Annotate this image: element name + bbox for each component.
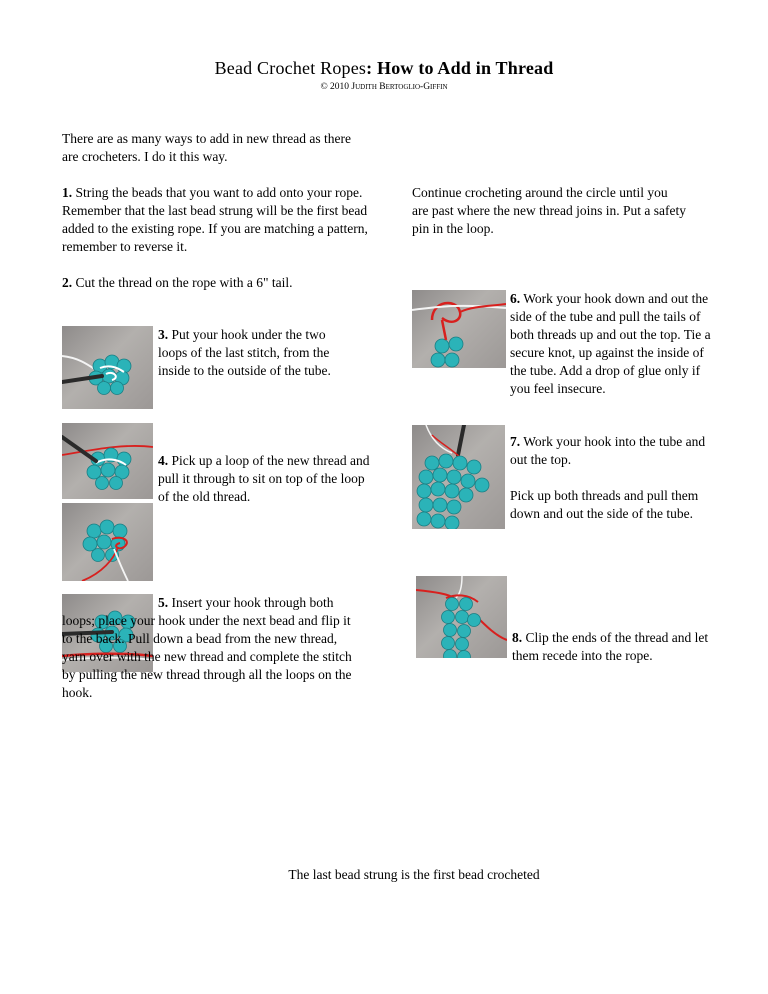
step-text: Insert your hook through both loops; place your hook under the next bead and flip it to the back. Pull down a bead from the new thread, yarn over with the new thread and complete the stitch by pulling the new thread through all the loops on the hook. <box>62 595 352 700</box>
photo-step-4a <box>62 423 153 499</box>
step-number: 3. <box>158 327 169 342</box>
step-3 <box>158 326 358 380</box>
copyright: © 2010 Judith Bertoglio-Giffin <box>320 82 448 92</box>
step-number: 7. <box>510 434 521 449</box>
continue-text: Continue crocheting around the circle until you are past where the new thread joins in. Put a safety pin in the loop. <box>412 185 687 236</box>
step-4 <box>158 452 373 506</box>
step-text: Work your hook down and out the side of the tube and pull the tails of both threads up and out the top. Tie a secure knot, up against the inside of the tube. Add a drop of glue only if you feel insecure. <box>510 291 711 396</box>
page-title <box>0 58 768 79</box>
step-7-extra: Pick up both threads and pull them down and out the side of the tube. <box>510 488 699 521</box>
title-plain: Bead Crochet Ropes <box>214 58 367 78</box>
step-number: 6. <box>510 291 521 306</box>
step-number: 5. <box>158 595 169 610</box>
photo-step-8 <box>416 576 507 658</box>
photo-step-7 <box>412 425 505 529</box>
photo-step-6 <box>412 290 506 368</box>
step-5 <box>62 594 362 702</box>
step-6 <box>510 290 720 398</box>
step-1 <box>62 184 382 256</box>
step-number: 1. <box>62 185 73 200</box>
step-8 <box>512 629 722 665</box>
footer-note: The last bead strung is the first bead crocheted <box>288 867 540 882</box>
step-text: Clip the ends of the thread and let them recede into the rope. <box>512 630 709 663</box>
step-text: Put your hook under the two loops of the last stitch, from the inside to the outside of the tube. <box>158 327 331 378</box>
title-bold: : How to Add in Thread <box>366 58 554 78</box>
photo-step-3 <box>62 326 153 409</box>
step-number: 8. <box>512 630 523 645</box>
step-7 <box>510 433 720 469</box>
step-text: String the beads that you want to add onto your rope. Remember that the last bead strung will be the first bead added to the existing rope. If you are matching a pattern, remember to reverse it. <box>62 185 368 254</box>
step-2 <box>62 274 382 292</box>
step-number: 4. <box>158 453 169 468</box>
step-text: Cut the thread on the rope with a 6" tail. <box>72 275 293 290</box>
photo-step-4b <box>62 503 153 581</box>
step-number: 2. <box>62 275 73 290</box>
step-text: Work your hook into the tube and out the top. <box>510 434 706 467</box>
intro-text: There are as many ways to add in new thread as there are crocheters. I do it this way. <box>62 131 352 164</box>
step-text: Pick up a loop of the new thread and pull it through to sit on top of the loop of the old thread. <box>158 453 370 504</box>
